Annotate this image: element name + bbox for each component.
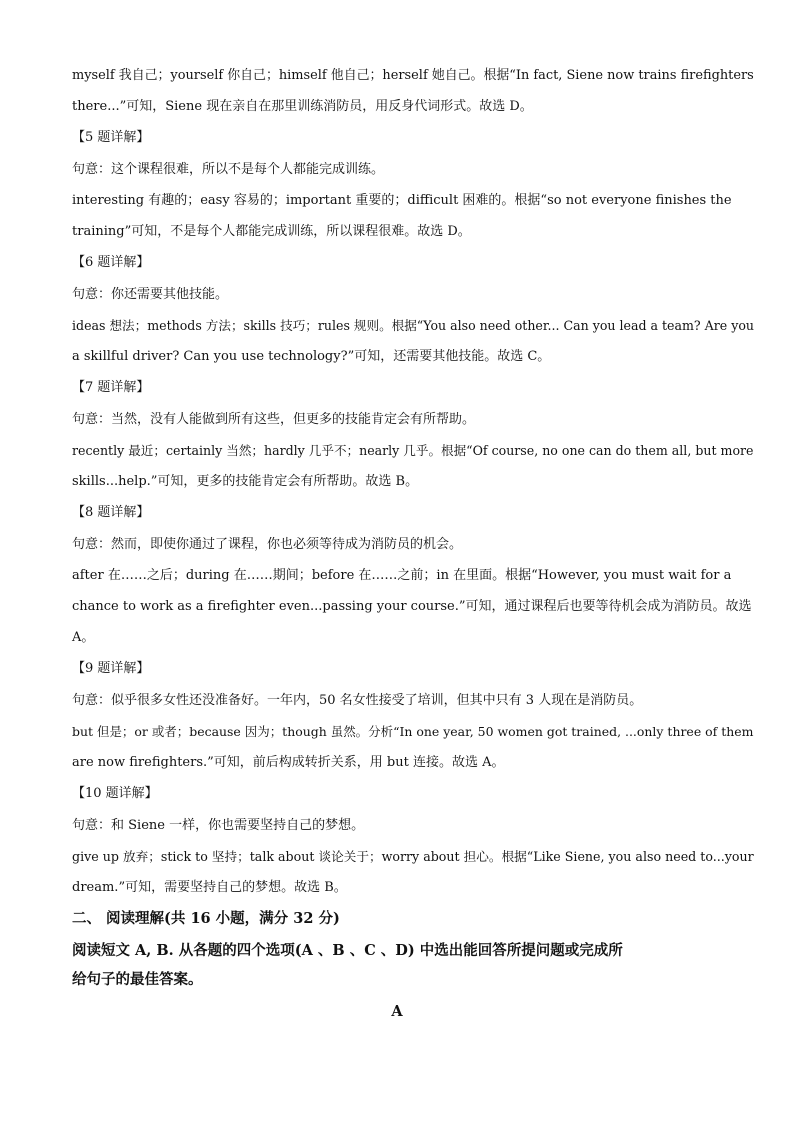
text-line: myself 我自己；yourself 你自己；himself 他自己；herself 她自己。根据“In fact, Siene now trains firefighters <box>72 68 754 83</box>
text-line: after 在……之后；during 在……期间；before 在……之前；in 在里面。根据“However, you must wait for a <box>72 568 732 583</box>
instruction-line: 阅读短文 A, B. 从各题的四个选项(A 、B 、C 、D) 中选出能回答所提问题或完成所 <box>72 942 623 959</box>
text-line: 句意：你还需要其他技能。 <box>72 287 229 302</box>
question-header-8: 【8 题详解】 <box>72 505 150 520</box>
text-line: give up 放弃；stick to 坚持；talk about 谈论关于；worry about 担心。根据“Like Siene, you also need to...your <box>72 849 754 864</box>
text-line: but 但是；or 或者；because 因为；though 虽然。分析“In one year, 50 women got trained, ...only three of them <box>72 724 754 739</box>
question-header-9: 【9 题详解】 <box>72 661 150 676</box>
text-line: training”可知，不是每个人都能完成训练，所以课程很难。故选 D。 <box>72 224 471 239</box>
question-header-5: 【5 题详解】 <box>72 130 150 145</box>
text-line: ideas 想法；methods 方法；skills 技巧；rules 规则。根据“You also need other... Can you lead a team? Are you <box>72 318 754 333</box>
text-line: chance to work as a firefighter even...passing your course.”可知，通过课程后也要等待机会成为消防员。故选 <box>72 599 752 614</box>
question-header-6: 【6 题详解】 <box>72 255 150 270</box>
text-line: there...”可知，Siene 现在亲自在那里训练消防员，用反身代词形式。故选 D。 <box>72 99 533 114</box>
text-line: recently 最近；certainly 当然；hardly 几乎不；nearly 几乎。根据“Of course, no one can do them all, but more <box>72 443 754 458</box>
text-line: a skillful driver? Can you use technology?”可知，还需要其他技能。故选 C。 <box>72 349 551 364</box>
text-line: 句意：这个课程很难，所以不是每个人都能完成训练。 <box>72 162 385 177</box>
text-line: A。 <box>72 630 95 645</box>
question-header-7: 【7 题详解】 <box>72 380 150 395</box>
text-line: interesting 有趣的；easy 容易的；important 重要的；difficult 困难的。根据“so not everyone finishes the <box>72 193 732 208</box>
text-line: 句意：当然，没有人能做到所有这些，但更多的技能肯定会有所帮助。 <box>72 412 476 427</box>
text-line: dream.”可知，需要坚持自己的梦想。故选 B。 <box>72 880 347 895</box>
text-line: are now firefighters.”可知，前后构成转折关系，用 but 连接。故选 A。 <box>72 755 505 770</box>
section-title: 二、 阅读理解(共 16 小题，满分 32 分) <box>72 910 340 927</box>
text-line: skills...help.”可知，更多的技能肯定会有所帮助。故选 B。 <box>72 474 419 489</box>
instruction-line: 给句子的最佳答案。 <box>72 971 203 988</box>
text-line: 句意：和 Siene 一样，你也需要坚持自己的梦想。 <box>72 818 365 833</box>
question-header-10: 【10 题详解】 <box>72 786 158 801</box>
text-line: 句意：似乎很多女性还没准备好。一年内，50 名女性接受了培训，但其中只有 3 人现在是消防员。 <box>72 693 643 708</box>
passage-label: A <box>391 1003 403 1020</box>
text-line: 句意：然而，即使你通过了课程，你也必须等待成为消防员的机会。 <box>72 537 463 552</box>
